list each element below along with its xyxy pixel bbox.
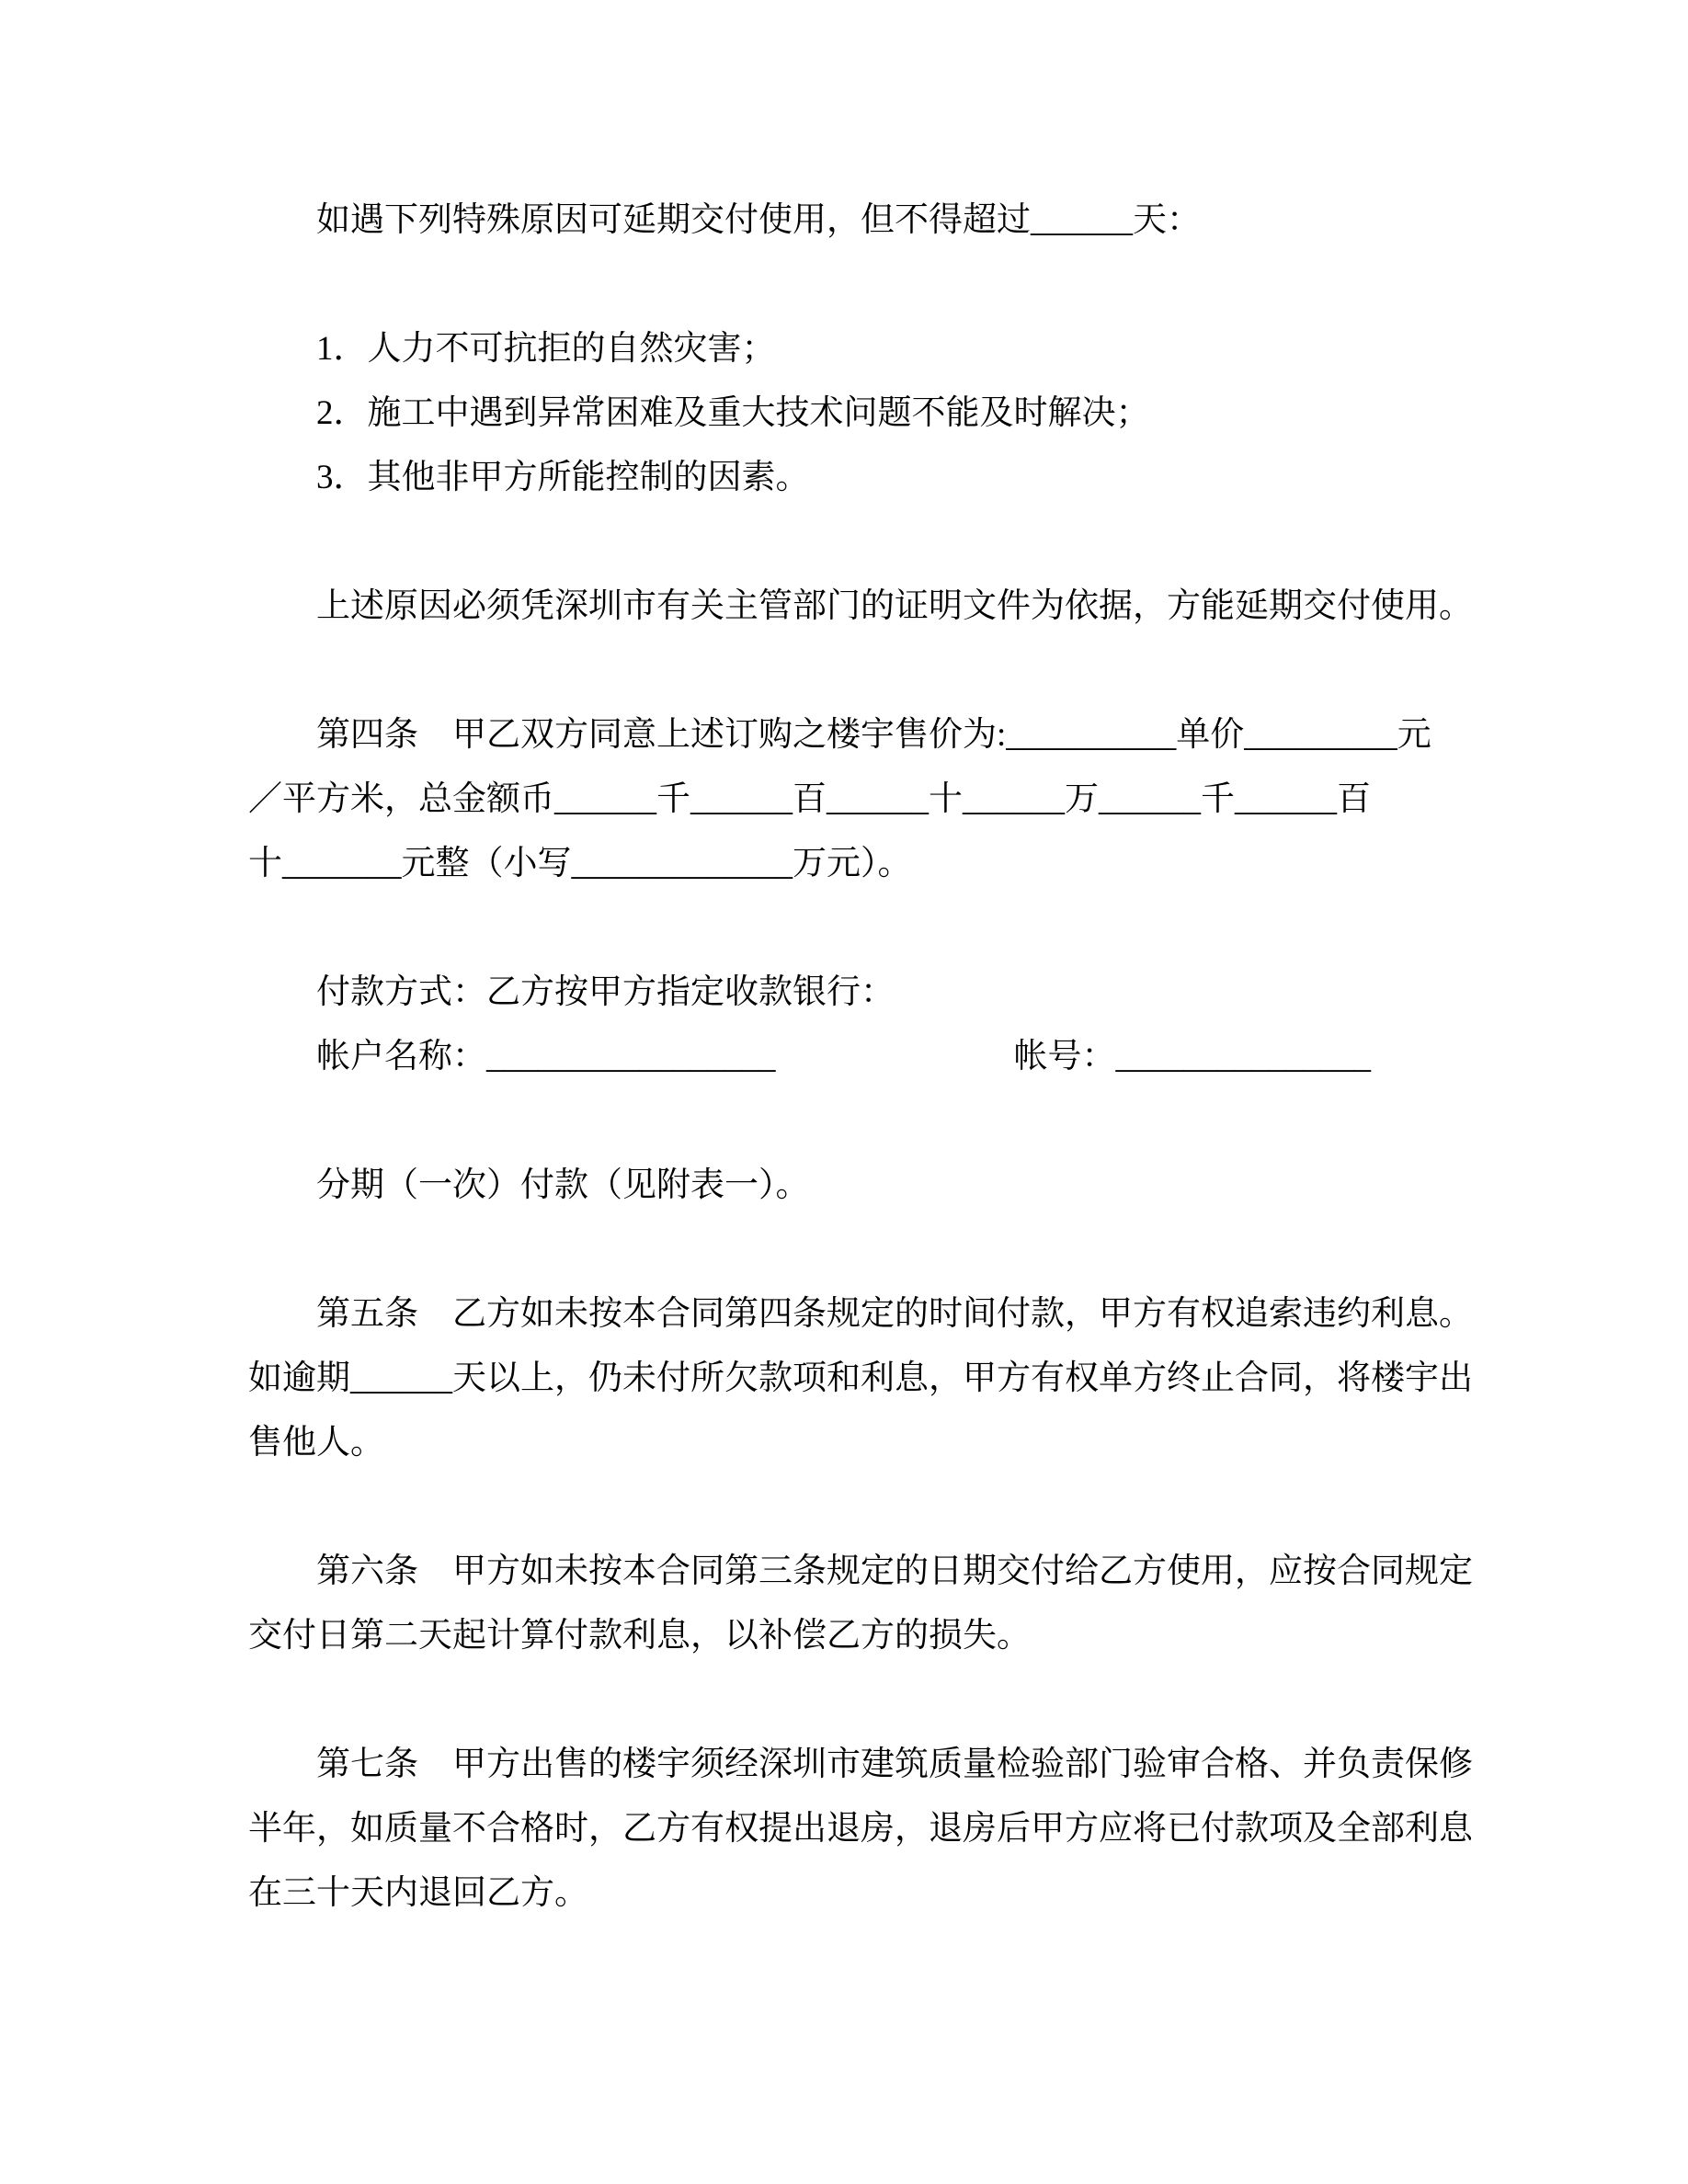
text-line: 在三十天内退回乙方。 <box>248 1874 588 1912</box>
text-line: 第七条 甲方出售的楼宇须经深圳市建筑质量检验部门验审合格、并负责保修 <box>316 1746 1473 1783</box>
paragraph-article-7-quality-clause <box>248 1733 1473 1926</box>
paragraph-delay-clause-intro <box>248 188 1440 253</box>
text-line: 上述原因必须凭深圳市有关主管部门的证明文件为依据，方能延期交付使用。 <box>316 587 1473 625</box>
paragraph-article-4-price-clause <box>248 703 1440 896</box>
contract-body <box>248 188 1473 1926</box>
paragraph-delay-reason-item-2 <box>248 381 1440 446</box>
text-line: 如逾期______天以上，仍未付所欠款项和利息，甲方有权单方终止合同，将楼宇出 <box>248 1359 1473 1397</box>
text-line: 付款方式：乙方按甲方指定收款银行： <box>316 973 895 1011</box>
text-line: 帐户名称：_________________ 帐号：_______________ <box>316 1038 1371 1075</box>
text-line: ／平方米，总金额币______千______百______十______万______千______百 <box>248 780 1371 818</box>
text-line: 3．其他非甲方所能控制的因素。 <box>316 459 810 496</box>
paragraph-delay-reason-item-1 <box>248 317 1440 381</box>
text-line: 售他人。 <box>248 1424 384 1462</box>
text-line: 如遇下列特殊原因可延期交付使用，但不得超过______天： <box>316 201 1201 239</box>
text-line: 2．施工中遇到异常困难及重大技术问题不能及时解决； <box>316 394 1150 432</box>
paragraph-delay-reason-item-3 <box>248 446 1440 510</box>
paragraph-installment-payment-clause <box>248 1154 1440 1218</box>
text-line: 第四条 甲乙双方同意上述订购之楼宇售价为:__________单价_________元 <box>316 716 1431 754</box>
text-line: 交付日第二天起计算付款利息，以补偿乙方的损失。 <box>248 1617 1031 1655</box>
text-line: 半年，如质量不合格时，乙方有权提出退房，退房后甲方应将已付款项及全部利息 <box>248 1810 1473 1848</box>
text-line: 分期（一次）付款（见附表一）。 <box>316 1166 810 1204</box>
paragraph-payment-method-clause <box>248 961 1440 1025</box>
paragraph-account-name-and-number <box>248 1025 1440 1089</box>
text-line: 十_______元整（小写_____________万元）。 <box>248 845 912 882</box>
paragraph-article-5-overdue-clause <box>248 1282 1473 1475</box>
text-line: 第六条 甲方如未按本合同第三条规定的日期交付给乙方使用，应按合同规定 <box>316 1553 1473 1590</box>
paragraph-delay-proof-clause <box>248 574 1473 639</box>
text-line: 第五条 乙方如未按本合同第四条规定的时间付款，甲方有权追索违约利息。 <box>316 1295 1473 1333</box>
text-line: 1．人力不可抗拒的自然灾害； <box>316 330 776 368</box>
paragraph-article-6-late-delivery-clause <box>248 1540 1473 1668</box>
